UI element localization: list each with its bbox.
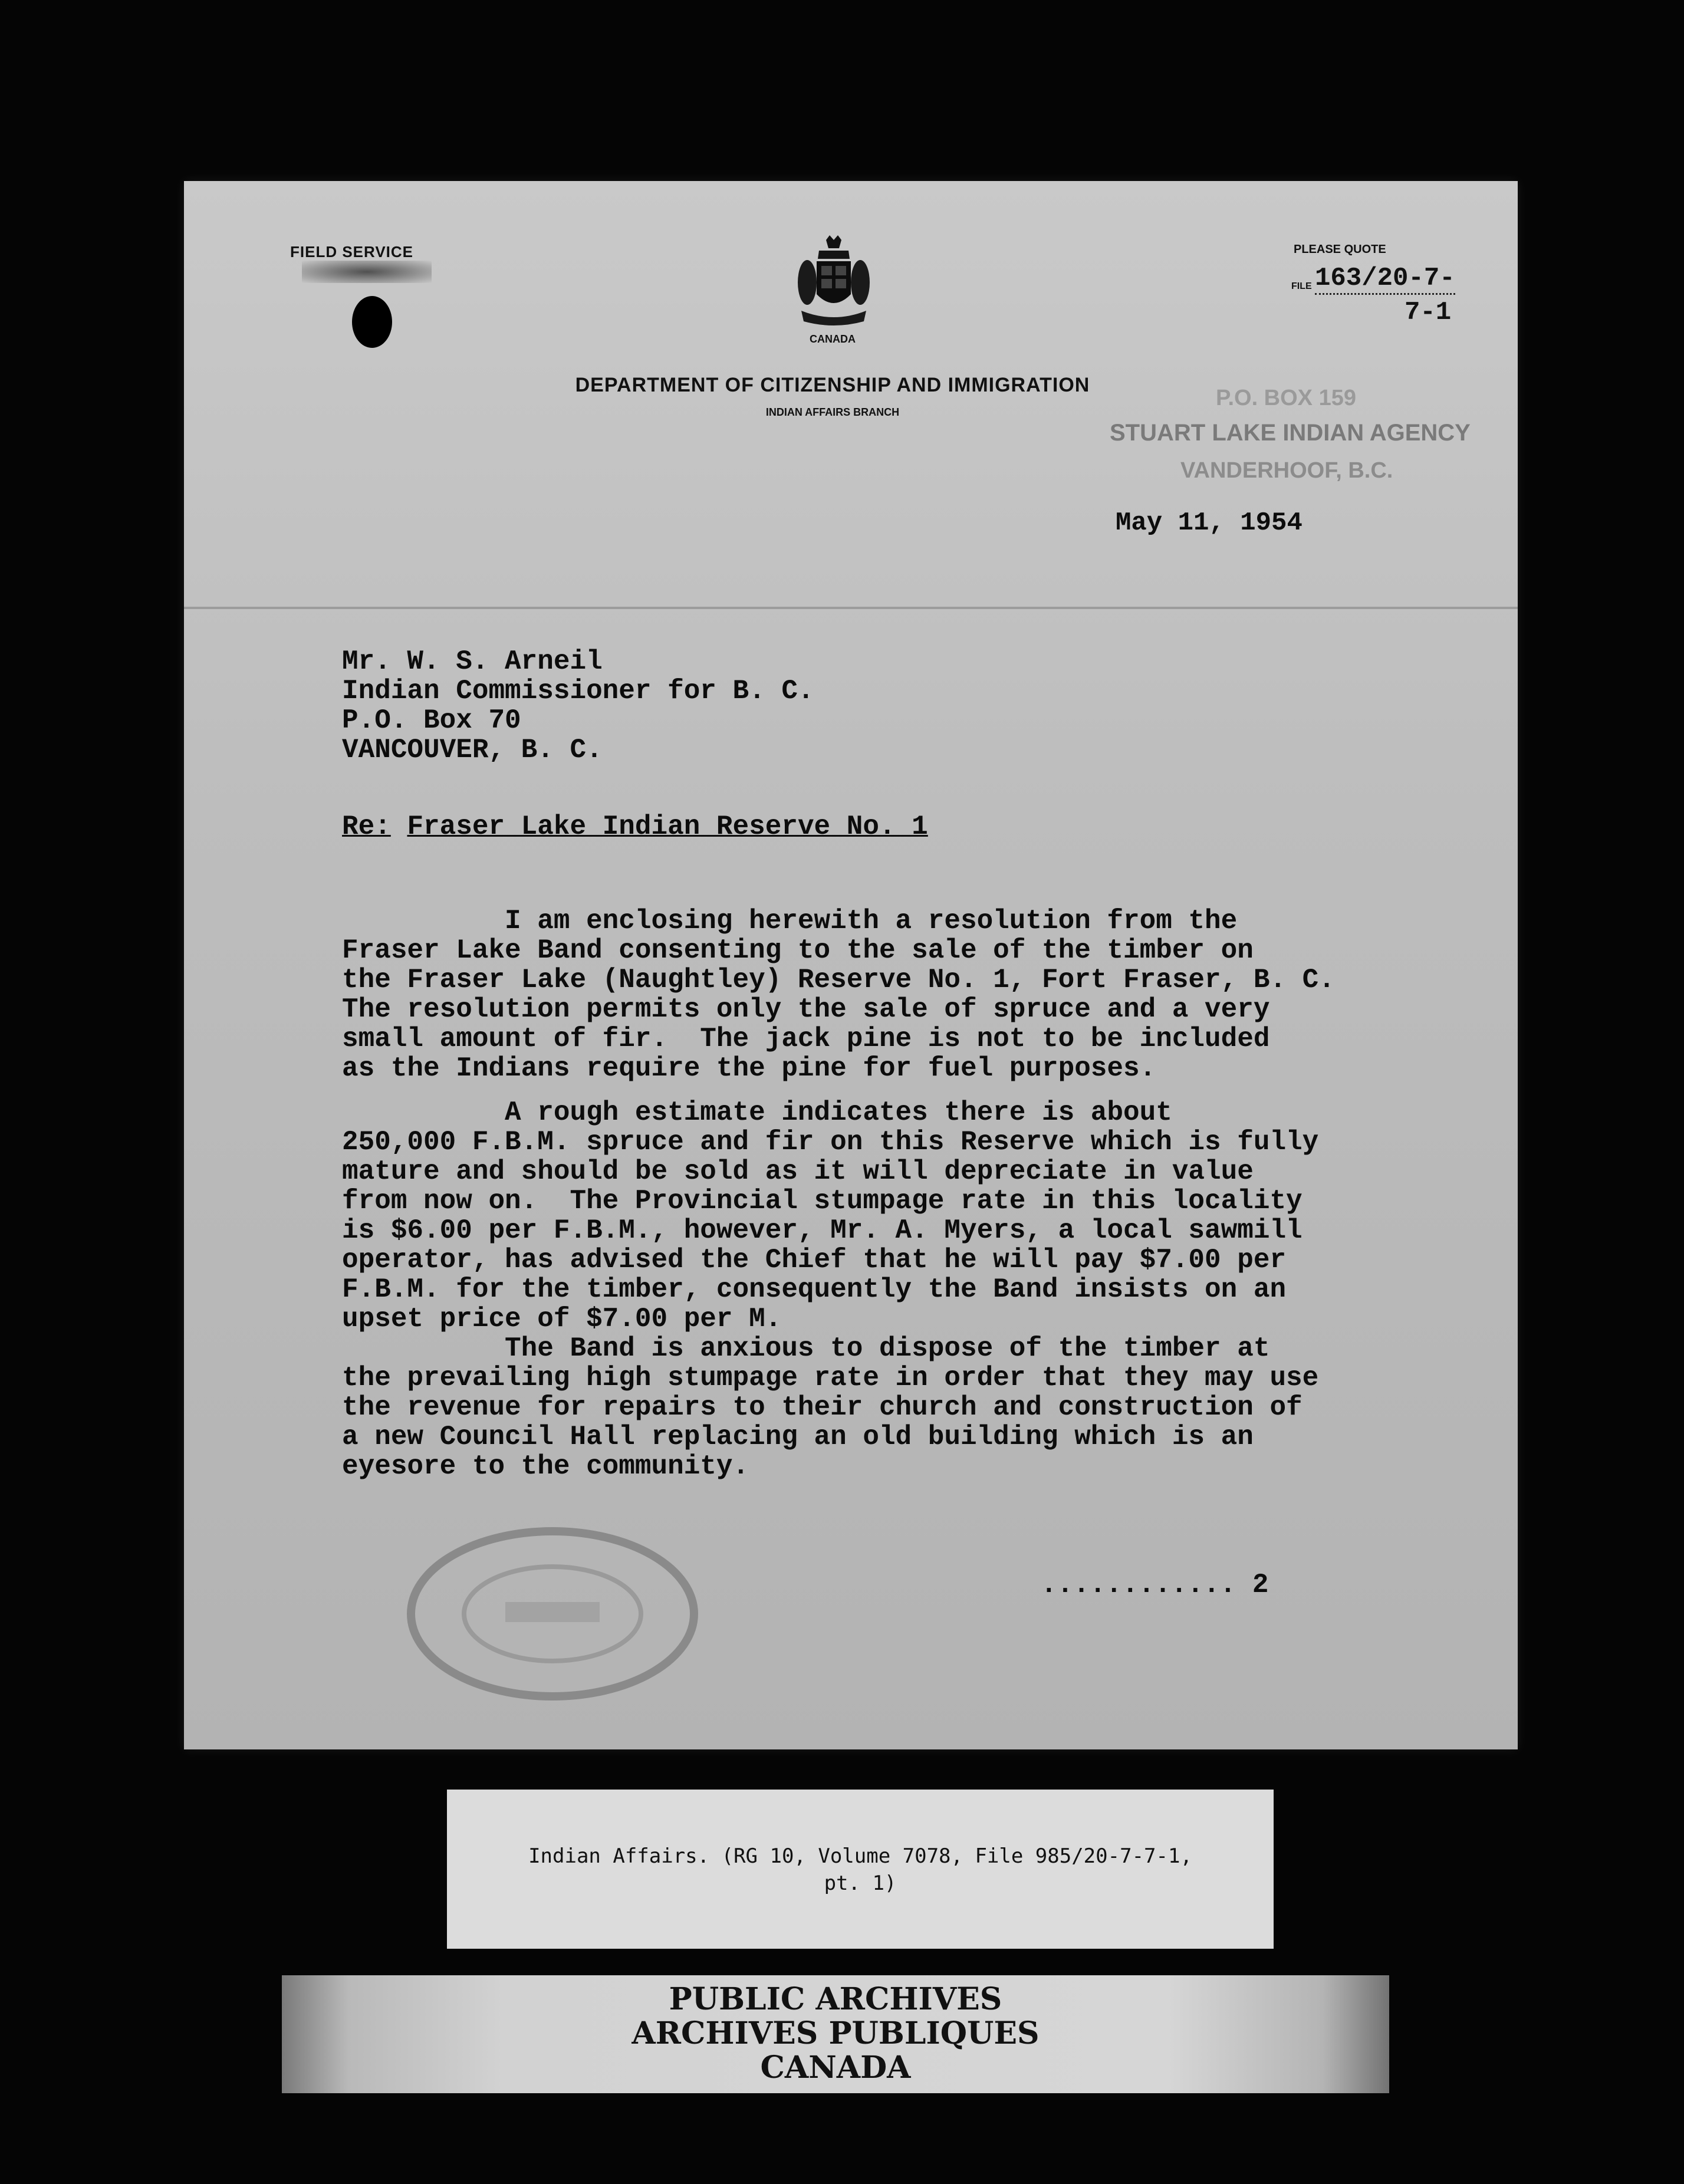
body-paragraph-3: The Band is anxious to dispose of the timber at the prevailing high stumpage rate in order that they may use the revenue for repairs to their church and construction of a new Council Hall replacing an old building which is an eyesore to the community.: [342, 1333, 1319, 1482]
subject-text: Fraser Lake Indian Reserve No. 1: [407, 811, 928, 842]
subject-line: [342, 812, 928, 841]
letter-page: [184, 181, 1518, 1749]
smudge: [302, 261, 432, 283]
archives-line: PUBLIC ARCHIVES: [669, 1981, 1002, 2017]
body-paragraph-1: I am enclosing herewith a resolution from the Fraser Lake Band consenting to the sale of the timber on the Fraser Lake (Naughtley) Reserve No. 1, Fort Fraser, B. C. The resolution permits only the sale of spruce and a very small amount of fir. The jack pine is not to be included as the Indians require the pine for fuel purposes.: [342, 906, 1335, 1084]
caption-line: Indian Affairs. (RG 10, Volume 7078, File 985/20-7-7-1,: [528, 1844, 1192, 1868]
agency-stamp-line1: P.O. BOX 159: [1216, 386, 1356, 410]
archive-caption-card: [447, 1790, 1274, 1949]
recipient-line: VANCOUVER, B. C.: [342, 735, 603, 765]
coat-of-arms-icon: [795, 235, 872, 330]
recipient-address: [342, 647, 814, 765]
subject-prefix: Re:: [342, 811, 391, 842]
file-number-line2: 7-1: [1405, 298, 1452, 327]
file-number-line1: 163/20-7-: [1315, 264, 1455, 295]
caption-line: pt. 1): [824, 1871, 897, 1895]
department-title: DEPARTMENT OF CITIZENSHIP AND IMMIGRATION: [575, 374, 1090, 396]
crest-label: CANADA: [810, 333, 856, 345]
file-label: FILE: [1291, 281, 1312, 291]
recipient-line: Mr. W. S. Arneil: [342, 646, 603, 677]
page-continuation: ............ 2: [1041, 1570, 1269, 1600]
field-service-label: FIELD SERVICE: [290, 243, 414, 261]
fold-line: [184, 607, 1518, 609]
archives-line: CANADA: [760, 2050, 911, 2086]
agency-stamp-line2: STUART LAKE INDIAN AGENCY: [1110, 420, 1471, 446]
recipient-line: P.O. Box 70: [342, 705, 521, 736]
archives-line: ARCHIVES PUBLIQUES: [632, 2015, 1040, 2051]
archives-plaque: [282, 1975, 1389, 2093]
archives-label: [282, 1982, 1389, 2085]
agency-stamp-line3: VANDERHOOF, B.C.: [1180, 458, 1393, 483]
recipient-line: Indian Commissioner for B. C.: [342, 676, 814, 706]
punch-hole: [352, 296, 392, 348]
letter-date: May 11, 1954: [1116, 508, 1303, 538]
branch-title: INDIAN AFFAIRS BRANCH: [765, 406, 900, 418]
archive-caption: [447, 1843, 1274, 1897]
please-quote-label: PLEASE QUOTE: [1294, 243, 1386, 256]
body-paragraph-2: A rough estimate indicates there is about 250,000 F.B.M. spruce and fir on this Reserve which is fully mature and should be sold as it will depreciate in value from now on. The Provincial stumpage rate in this locality is $6.00 per F.B.M., however, Mr. A. Myers, a local sawmill operator, has advised the Chief that he will pay $7.00 per F.B.M. for the timber, consequently the Band insists on an upset price of $7.00 per M.: [342, 1097, 1319, 1334]
received-stamp-icon: [405, 1525, 700, 1702]
